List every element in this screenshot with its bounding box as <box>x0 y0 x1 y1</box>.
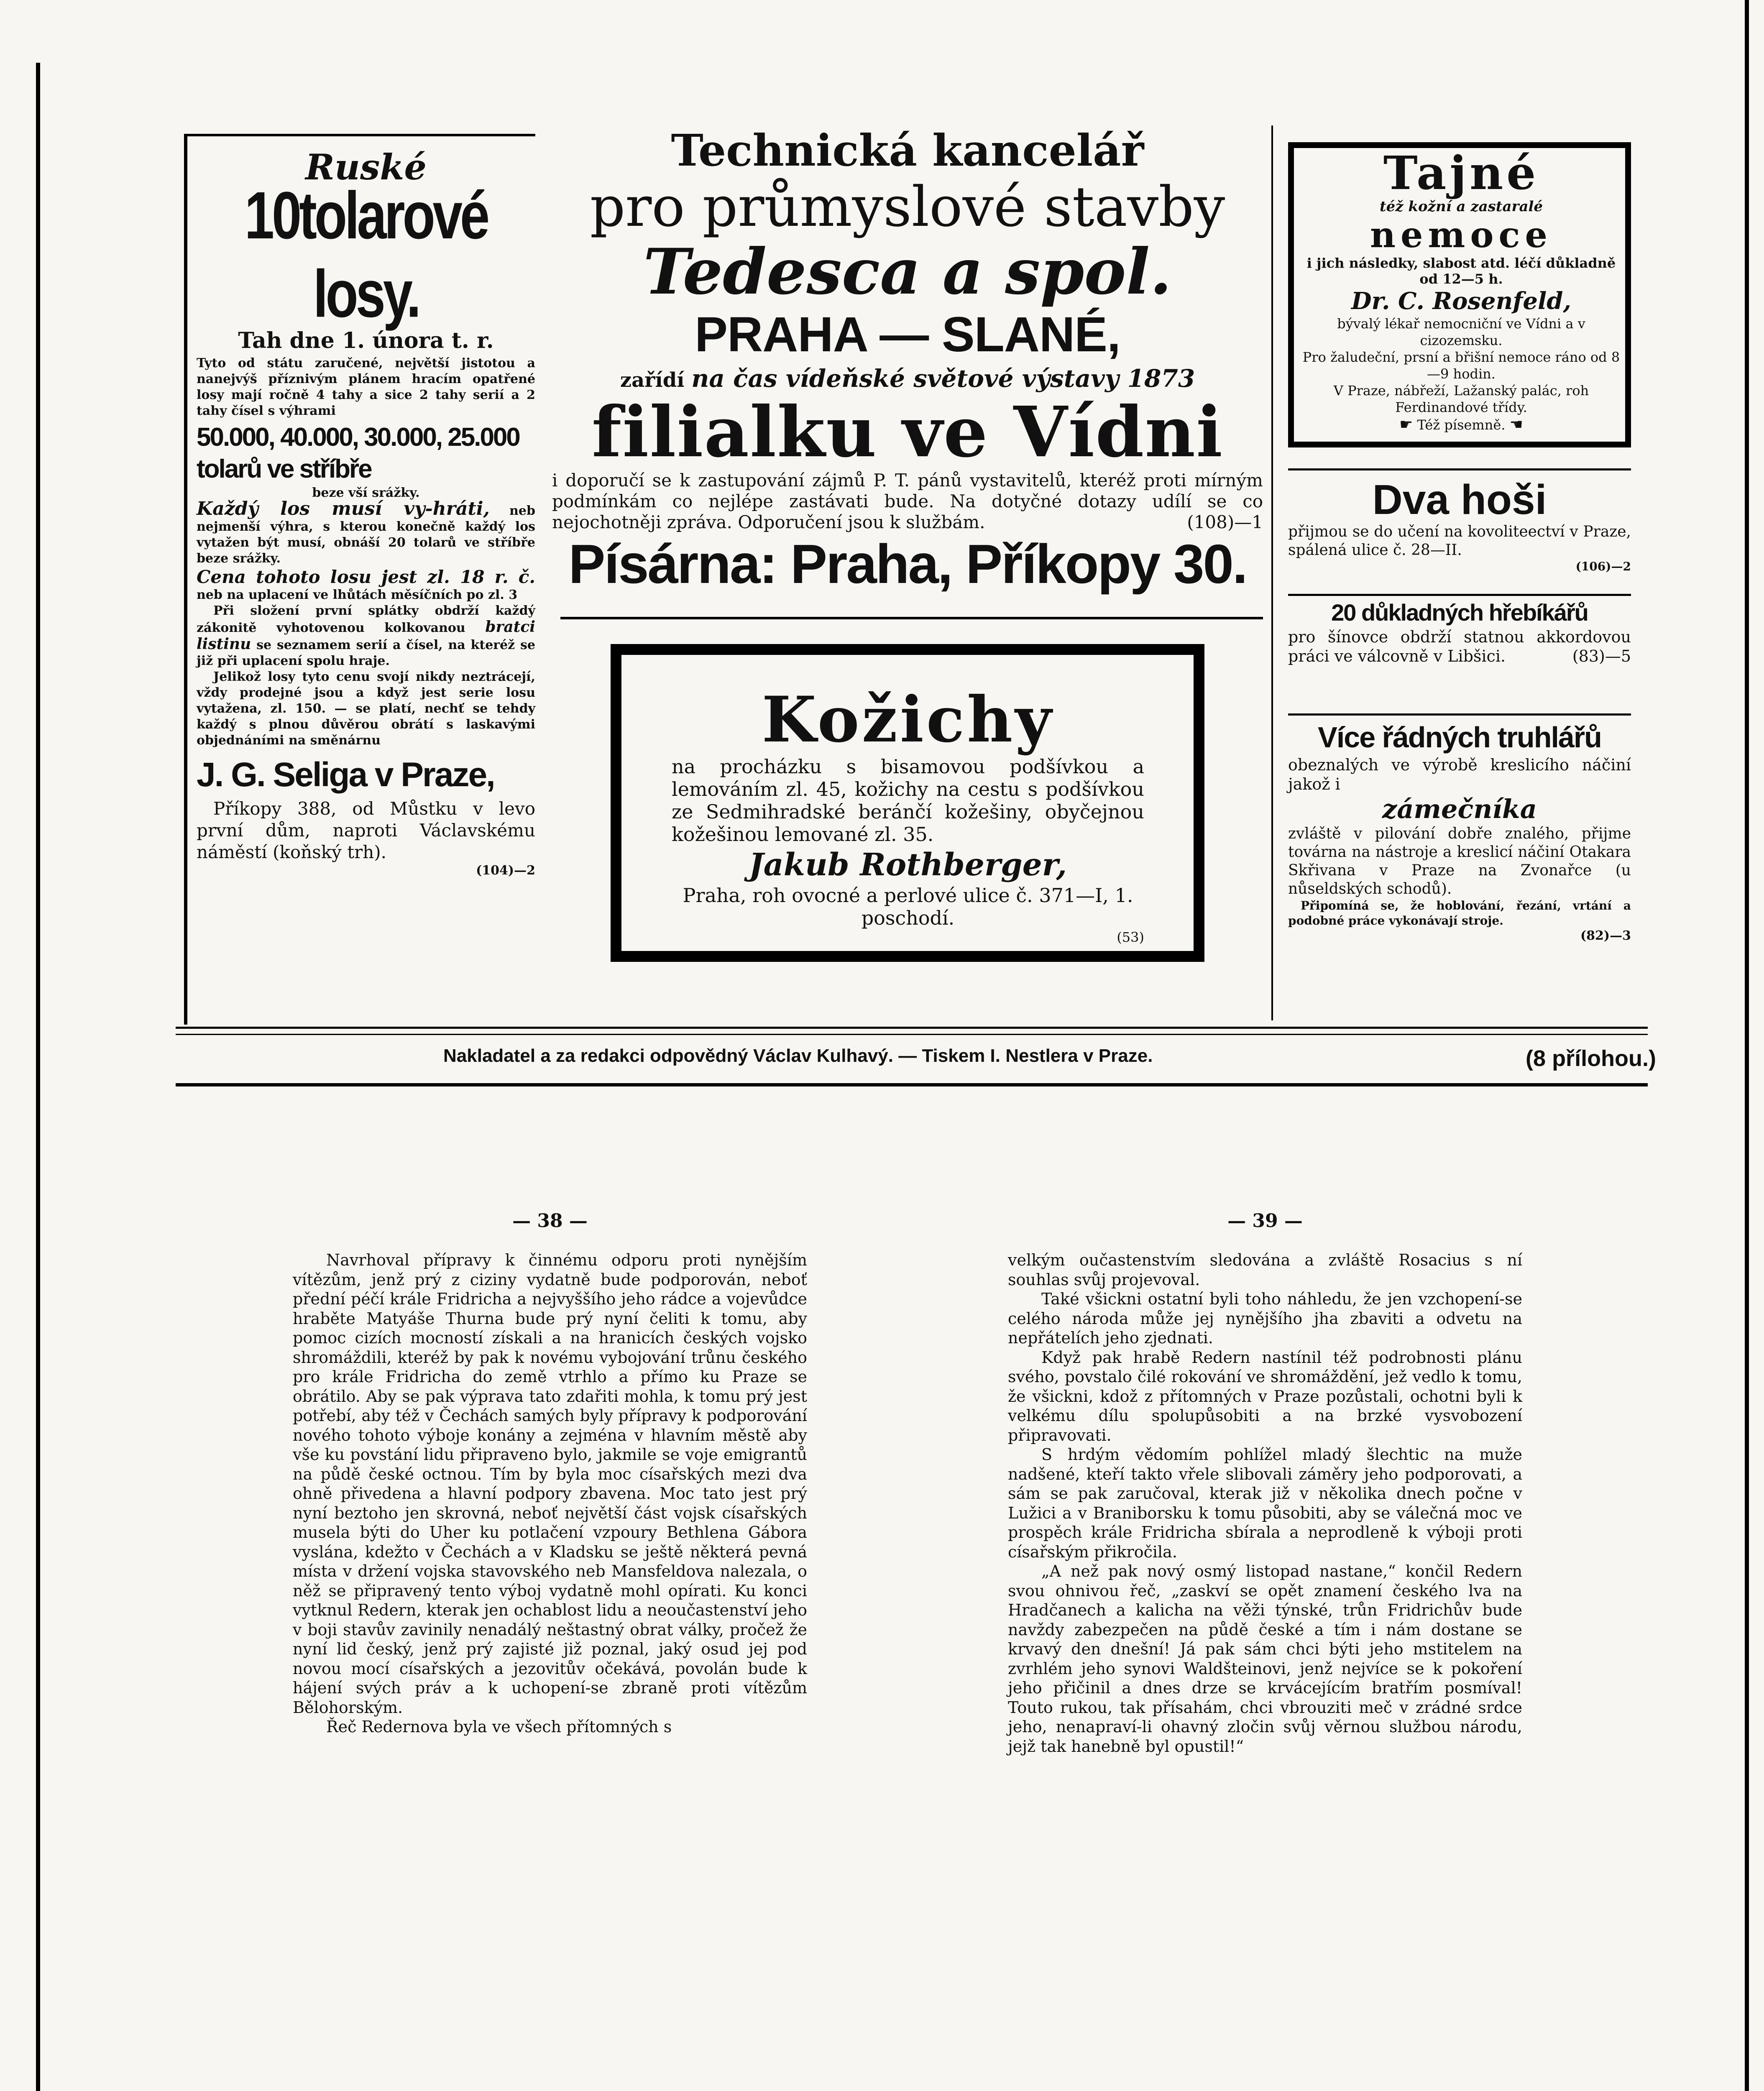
center-ad-line2: pro průmyslové stavby <box>590 175 1225 239</box>
book-right-para-3: Když pak hrabě Redern nastínil též podrobnosti plánu svého, povstalo čilé rokování ve shromáždění, jež vedlo k tomu, že všickni, kdož z přítomných v Praze pozůstali, ochotni byli k velkému dílu spolupůsobiti a na brzké vysvobození připravovati. <box>1008 1348 1522 1444</box>
left-ad-body5: Při složení první splátky obdrží každý zákonitě vyhotovenou kolkovanou <box>197 603 535 635</box>
left-ad-border-left <box>184 134 187 1025</box>
book-right-page <box>1008 1209 1522 1756</box>
right-ad2-rule <box>1288 468 1631 470</box>
left-ad-code: (104)—2 <box>476 863 535 878</box>
fur-ad-border <box>611 644 1204 962</box>
center-ad-line6: filialku ve Vídni <box>591 391 1224 473</box>
left-ad-address: Příkopy 388, od Můstku v levo první dům, naproti Václavskému náměstí (koňský trh). <box>197 798 535 862</box>
right-ad4 <box>1288 719 1631 943</box>
right-ad1-line3: Pro žaludeční, prsní a břišní nemoce ráno od 8—9 hodin. <box>1302 349 1620 382</box>
right-ad1-line5 <box>1298 416 1624 434</box>
center-ad-body-text: i doporučí se k zastupování zájmů P. T. pánů vystavitelů, kteréž proti mírným podmínkám co nejlépe zastávati bude. Na dotyčné dotazy udílí se co nejochotněji zpráva. Odporučení jsou k službám. <box>552 470 1263 532</box>
book-right-para-2: Také všickni ostatní byli toho náhledu, že jen vzchopení-se celého národa může jej nynějšího jha zbaviti a odvetu na nepřátelích jeho zjednati. <box>1008 1290 1522 1347</box>
center-ad-line3: Tedesca a spol. <box>643 235 1172 309</box>
right-ad3-code: (83)—5 <box>1572 647 1631 665</box>
right-ad1-line1: i jich následky, slabost atd. léčí důkladně od 12—5 h. <box>1306 255 1616 287</box>
center-ad <box>552 125 1263 611</box>
frame-right <box>1745 0 1749 2091</box>
left-ad-body4: neb na uplacení ve lhůtách měsíčních po zl. 3 <box>197 588 518 602</box>
left-ad-must-win: Každý los musí vy-hráti, <box>197 498 490 519</box>
right-ad1-title2: nemoce <box>1370 214 1552 256</box>
book-left-page-number: — 38 — <box>512 1210 588 1232</box>
book-left-para-2: Řeč Redernova byla ve všech přítomných s <box>326 1718 672 1736</box>
fur-ad-address: Praha, roh ovocné a perlové ulice č. 371—I, 1. poschodí. <box>683 884 1133 929</box>
right-ad2-title: Dva hoši <box>1372 476 1547 523</box>
footer-rule-top <box>176 1027 1648 1029</box>
pointing-hand-right-icon: ☚ <box>1509 416 1523 433</box>
right-ad1-border <box>1288 142 1631 447</box>
right-ad4-rule <box>1288 713 1631 716</box>
right-ad4-title: Více řádných truhlářů <box>1318 721 1601 754</box>
center-ad-body <box>552 470 1263 533</box>
book-right-page-number: — 39 — <box>1227 1210 1303 1232</box>
book-right-para-4: S hrdým vědomím pohlížel mladý šlechtic na muže nadšené, kteří takto vřele slibovali záměry jeho podporovati, a sám se pak zaručoval, kterak již v několika dnech počne v Lužici a v Braniborsku k tomu působiti, aby se válečná moc ve prospěch krále Fridricha sbírala a neprodleně k výboji proti císařským přikročila. <box>1008 1445 1522 1561</box>
center-ad-rule <box>560 617 1263 619</box>
frame-left <box>36 63 40 2091</box>
right-ad3-title: 20 důkladných hřebíkářů <box>1331 599 1588 626</box>
left-ad-body2: beze vší srážky. <box>312 486 420 500</box>
left-ad-brothers-block <box>197 603 535 669</box>
right-ad1-doctor: Dr. C. Rosenfeld, <box>1351 287 1571 315</box>
right-ad4-code: (82)—3 <box>1580 928 1631 943</box>
left-ad-brothers: bratci listinu <box>197 618 535 653</box>
fur-ad-code: (53) <box>1117 929 1144 945</box>
book-left-page <box>293 1209 807 1737</box>
fur-ad-body: na procházku s bisamovou podšívkou a lemováním zl. 45, kožichy na cestu s podšívkou ze Sedmihradské beránčí kožešiny, obyčejnou kožešinou lemované zl. 35. <box>672 755 1144 846</box>
left-ad-headline: 10tolarové losy. <box>244 178 488 332</box>
right-ad1-line2: bývalý lékař nemocniční ve Vídni a v cizozemsku. <box>1337 316 1585 348</box>
left-ad-body1: Tyto od státu zaručené, největší jistotou a nanejvýš příznivým plánem hracím opatřené losy mají ročně 4 tahy a sice 2 tahy serií a 2 tahy čísel s výhrami <box>197 356 535 418</box>
center-ad-line5 <box>552 364 1263 395</box>
book-left-para-1: Navrhoval přípravy k činnému odporu proti nynějším vítězům, jenž prý z ciziny vydatně bude podporován, neboť přední péčí krále Fridricha a nejvyššího jeho rádce a vojevůdce hraběte Matyáše Thurna bude prý nyní čeliti k tomu, aby pomoc cizích mocností získali a na hranicích českých vojsko shromáždili, kteréž by pak k novému vybojování trůnu českého pro krále Fridricha do země vtrhlo a přímo ku Praze se obrátilo. Aby se pak výprava tato zdařiti mohla, k tomu prý jest potřebí, aby též v Čechách samých byly přípravy k podporování nového tohoto výboje konány a zejména v hlavním městě aby vše ku povstání lidu připraveno bylo, jakmile se voje emigrantů na půdě české octnou. Tím by byla moc císařských mezi dva ohně přivedena a hlavní podpory zbavena. Moc tato jest prý nyní beztoho jen skrovná, neboť největší část vojsk císařských musela býti do Uher ku potlačení vzpoury Bethlena Gábora vyslána, kdežto v Čechách a v Kladsku se ještě některá pevná místa v držení vojska stavovského neb Mansfeldova nalezala, o něž se připravený tento výboj vydatně mohl opírati. Ku konci vytknul Redern, kterak jen ochablost lidu a neoučastenství jeho v boji stavův zavinily nenadálý neštastný obrat války, pročež že nyní lid český, jenž prý zajisté již poznal, jaký osud jej pod novou mocí císařských a jezovitův očekává, povolán bude k hájení svých práv a k uchopení-se zbraně proti vítězům Bělohorským. <box>293 1251 807 1717</box>
left-ad-price-block <box>197 569 535 603</box>
left-ad-border-top <box>184 134 535 136</box>
right-ad2-body: přijmou se do učení na kovoliteectví v Praze, spálená ulice č. 28—II. <box>1288 523 1631 559</box>
right-ad1-line5-text: Též písemně. <box>1417 417 1506 433</box>
right-ad2 <box>1288 477 1631 573</box>
right-ad1-sub: též kožní a zastaralé <box>1379 198 1543 215</box>
left-ad-body7: Jelikož losy tyto cenu svojí nikdy neztrácejí, vždy prodejné jsou a když jest serie losu vytažena, zl. 150. — se platí, nechť se tehdy každý s plnou důvěrou obrátí s laskavými objednáními na směnárnu <box>197 670 535 748</box>
left-ad-prizes: 50.000, 40.000, 30.000, 25.000 tolarů ve stříbře <box>197 423 519 483</box>
pointing-hand-left-icon: ☛ <box>1399 416 1413 433</box>
center-ad-office: Písárna: Praha, Příkopy 30. <box>568 533 1247 595</box>
fur-ad-title: Kožichy <box>762 683 1054 757</box>
left-ad <box>197 146 535 1029</box>
left-ad-firm: J. G. Seliga v Praze, <box>197 756 494 794</box>
right-ad2-code: (106)—2 <box>1575 560 1631 573</box>
center-ad-line1: Technická kancelář <box>671 125 1144 176</box>
footer-rule-top2 <box>176 1034 1648 1035</box>
right-ad3-body <box>1288 627 1631 666</box>
right-ad4-body3: Připomíná se, že hoblování, řezání, vrtání a podobné práce vykonávají stroje. <box>1288 899 1631 928</box>
book-right-para-1: velkým oučastenstvím sledována a zvláště Rosacius s ní souhlas svůj projevoval. <box>1008 1251 1522 1289</box>
newspaper-section <box>184 125 1656 1104</box>
left-ad-win-block <box>197 498 535 567</box>
right-ad4-body2: zvláště v pilování dobře znalého, přijme továrna na nástroje a kreslicí náčiní Otakara Skřivana v Praze na Zvonařce (u nůseldských schodů). <box>1288 825 1631 897</box>
right-ad1-line4: V Praze, nábřeží, Lažanský palác, roh Ferdinandové třídy. <box>1333 383 1589 415</box>
left-ad-body6: se seznamem serií a čísel, na kteréž se již při uplacení spolu hraje. <box>197 638 535 668</box>
footer-supplement: (8 přílohou.) <box>1526 1046 1656 1071</box>
center-ad-code: (108)—1 <box>1187 512 1263 532</box>
right-ad3-rule <box>1288 594 1631 596</box>
center-ad-line5-emph: na čas vídeňské světové výstavy 1873 <box>691 364 1195 393</box>
left-ad-price: Cena tohoto losu jest zl. 18 r. č. <box>197 567 535 587</box>
book-right-para-5: „A než pak nový osmý listopad nastane,“ končil Redern svou ohnivou řeč, „zaskví se opět znamení českého lva na Hradčanech a kalicha na věži týnské, trůn Fridrichův bude navždy zabezpečen na půdě české a tím i nám dostane se krvavý den dnešní! Já pak sám chci býti jeho mstitelem na zvrhlém jeho synovi Waldšteinovi, jenž nejvíce se k pokoření jeho přičinil a dnes drze se krvácejícím bratřím posmíval! Touto rukou, tak přísahám, chci vbrouziti meč v zrádné srdce jeho, nenapraví-li ohavný zločin svůj věrnou službou národu, jejž tak hanebně byl opustil!“ <box>1008 1562 1522 1756</box>
fur-ad <box>672 684 1144 945</box>
right-col-divider <box>1271 125 1273 1020</box>
footer-publisher: Nakladatel a za redakci odpovědný Václav Kulhavý. — Tiskem I. Nestlera v Praze. <box>443 1046 1153 1066</box>
right-ad4-emph: zámečníka <box>1382 794 1537 824</box>
left-ad-draw-date: Tah dne 1. února t. r. <box>238 328 494 353</box>
fur-ad-name: Jakub Rothberger, <box>749 847 1067 883</box>
right-ad3 <box>1288 598 1631 666</box>
left-ad-title: Ruské <box>305 146 427 188</box>
left-ad-body3: neb nejmenší výhra, s kterou konečně každý los vytažen být musí, obnáší 20 tolarů ve stříbře beze srážky. <box>197 504 535 566</box>
right-ad1-title: Tajné <box>1383 146 1539 200</box>
right-ad1 <box>1298 148 1624 434</box>
right-ad4-body1: obeznalých ve výrobě kreslicího náčiní jakož i <box>1288 756 1631 793</box>
footer-rule-bottom <box>176 1083 1648 1086</box>
center-ad-line5-prefix: zařídí <box>620 368 685 392</box>
footer <box>443 1046 1656 1075</box>
center-ad-line4: PRAHA — SLANÉ, <box>695 307 1120 362</box>
right-ad3-body-text: pro šínovce obdrží statnou akkordovou práci ve válcovně v Libšici. <box>1288 628 1631 665</box>
